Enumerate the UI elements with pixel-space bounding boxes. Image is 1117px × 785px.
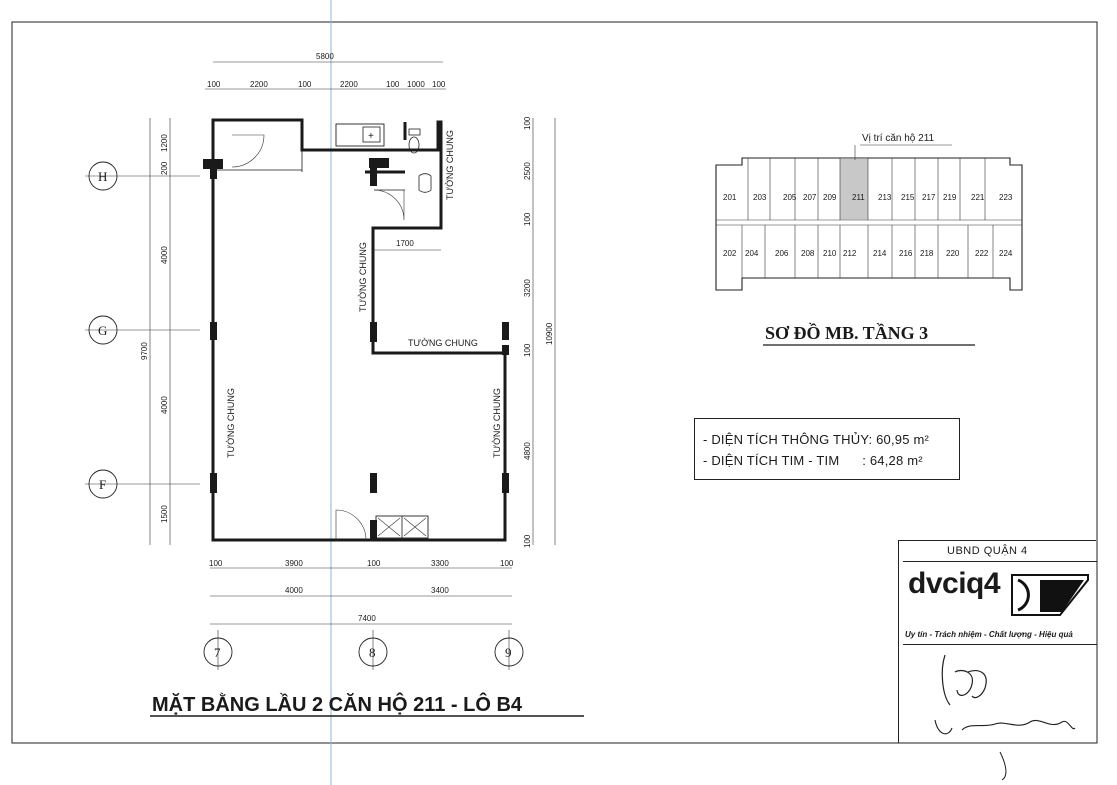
dim-right: 100: [523, 212, 532, 226]
stamp-divider: [903, 644, 1097, 645]
svg-text:9: 9: [505, 645, 512, 660]
svg-text:211: 211: [852, 193, 865, 202]
axis-marker-g: [85, 316, 200, 344]
column: [370, 168, 377, 186]
dim-inner: 1700: [396, 239, 414, 248]
approval-stamp: [898, 540, 1096, 743]
svg-text:204: 204: [745, 249, 759, 258]
wall-label-wc: TƯỜNG CHUNG: [445, 130, 455, 200]
dim-top: 2200: [250, 80, 268, 89]
column: [370, 322, 377, 342]
svg-text:216: 216: [899, 249, 913, 258]
svg-text:7: 7: [214, 645, 221, 660]
wall-label-left: TƯỜNG CHUNG: [226, 388, 236, 458]
axis-marker-9: [495, 630, 523, 670]
balcony-door-swing: [336, 510, 366, 540]
svg-text:205: 205: [783, 193, 797, 202]
dim-bottom: 3300: [431, 559, 449, 568]
dim-top-total: 5800: [316, 52, 334, 61]
floor-outline: [716, 158, 1022, 290]
svg-text:201: 201: [723, 193, 737, 202]
dim-left: 4000: [160, 396, 169, 414]
svg-text:H: H: [98, 169, 108, 184]
unit-211-highlight: [840, 158, 868, 220]
svg-text:224: 224: [999, 249, 1013, 258]
dim-bottom: 4000: [285, 586, 303, 595]
dim-left: 1500: [160, 505, 169, 523]
dim-top: 1000: [407, 80, 425, 89]
svg-text:213: 213: [878, 193, 892, 202]
svg-text:F: F: [99, 477, 107, 492]
dim-right: 100: [523, 116, 532, 130]
dim-bottom: 3400: [431, 586, 449, 595]
logo-text: dvciq4: [908, 567, 1001, 600]
dim-bottom: 100: [500, 559, 514, 568]
svg-text:209: 209: [823, 193, 837, 202]
highlight-label: Vị trí căn hộ 211: [862, 133, 935, 144]
dim-left-total: 9700: [140, 342, 149, 360]
entry-door-swing: [232, 135, 264, 167]
area-note: [694, 418, 960, 480]
svg-text:218: 218: [920, 249, 934, 258]
dim-top: 100: [432, 80, 446, 89]
toilet-tank: [409, 129, 420, 135]
plan-title: MẶT BẰNG LẦU 2 CĂN HỘ 211 - LÔ B4: [152, 694, 523, 716]
floor-plan: [85, 52, 584, 716]
svg-text:206: 206: [775, 249, 789, 258]
stamp-org: UBND QUẬN 4: [947, 545, 1028, 557]
area-net: - DIỆN TÍCH THÔNG THỦY: 60,95 m²: [703, 432, 929, 447]
dim-bottom: 3900: [285, 559, 303, 568]
dim-top: 100: [386, 80, 400, 89]
apartment-outline: [213, 120, 505, 540]
svg-text:8: 8: [369, 645, 376, 660]
column: [210, 322, 217, 340]
svg-text:223: 223: [999, 193, 1013, 202]
axis-marker-f: [85, 470, 200, 498]
dim-left: 4000: [160, 246, 169, 264]
svg-text:221: 221: [971, 193, 985, 202]
column: [210, 163, 217, 179]
column: [502, 345, 509, 355]
stamp-divider: [903, 561, 1097, 562]
svg-text:203: 203: [753, 193, 767, 202]
floor-key-map: [716, 133, 1022, 345]
dim-right: 4800: [523, 442, 532, 460]
sink-tap: +: [368, 131, 374, 142]
wall-label-horizontal: TƯỜNG CHUNG: [408, 338, 478, 348]
svg-text:208: 208: [801, 249, 815, 258]
svg-text:207: 207: [803, 193, 817, 202]
column: [210, 473, 217, 493]
dim-top: 100: [298, 80, 312, 89]
svg-text:212: 212: [843, 249, 857, 258]
wall-label-right: TƯỜNG CHUNG: [492, 388, 502, 458]
dim-right: 2500: [523, 162, 532, 180]
column: [370, 473, 377, 493]
dim-right: 3200: [523, 279, 532, 297]
axis-marker-h: [85, 162, 200, 190]
dim-right: 100: [523, 534, 532, 548]
dim-bottom: 100: [367, 559, 381, 568]
svg-text:217: 217: [922, 193, 936, 202]
dim-bottom: 100: [209, 559, 223, 568]
svg-text:214: 214: [873, 249, 887, 258]
axis-marker-8: [359, 630, 387, 670]
wall-label-mid: TƯỜNG CHUNG: [358, 242, 368, 312]
column: [369, 158, 389, 168]
svg-text:210: 210: [823, 249, 837, 258]
svg-text:G: G: [98, 323, 108, 338]
dim-right: 100: [523, 343, 532, 357]
dim-top: 100: [207, 80, 221, 89]
column: [370, 520, 377, 540]
dim-right-total: 10900: [545, 322, 554, 345]
svg-text:215: 215: [901, 193, 915, 202]
wc-door-swing: [374, 190, 404, 220]
area-gross: - DIỆN TÍCH TIM - TIM : 64,28 m²: [703, 453, 923, 468]
dim-top: 2200: [340, 80, 358, 89]
wc-basin: [419, 174, 431, 193]
svg-text:220: 220: [946, 249, 960, 258]
dim-left: 1200: [160, 134, 169, 152]
stamp-motto: Uy tín - Trách nhiệm - Chất lượng - Hiệu quả: [905, 630, 1073, 639]
svg-text:222: 222: [975, 249, 989, 258]
column: [502, 322, 509, 340]
dim-bottom-total: 7400: [358, 614, 376, 623]
axis-marker-7: [204, 630, 232, 670]
dim-left: 200: [160, 161, 169, 175]
svg-text:202: 202: [723, 249, 737, 258]
svg-text:219: 219: [943, 193, 957, 202]
column: [502, 473, 509, 493]
floor-map-title: SƠ ĐỒ MB. TẦNG 3: [765, 323, 929, 343]
